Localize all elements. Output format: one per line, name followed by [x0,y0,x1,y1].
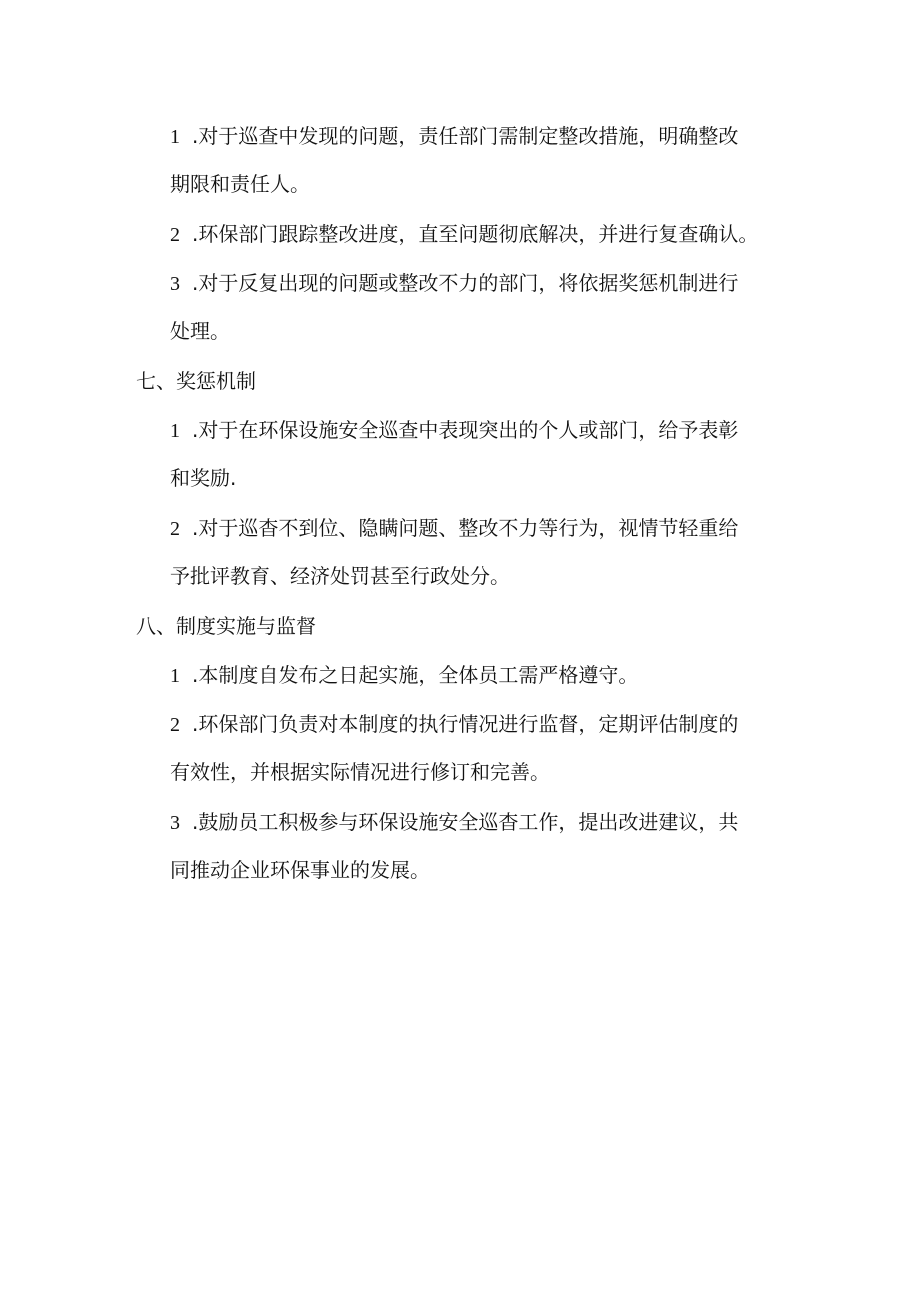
s6-item2-number: 2 [170,224,180,246]
s7-item2-text: .对于巡杳不到位、隐瞒问题、整改不力等行为，视情节轻重给 [192,516,739,540]
s7-item2-line1 [170,504,738,553]
s8-item2-line1 [170,700,738,749]
s7-item1-text: .对于在环保设施安全巡查中表现突出的个人或部门，给予表彰 [192,418,739,442]
s8-item3-text: .鼓励员工积极参与环保设施安全巡杳工作，提出改进建议，共 [192,810,739,834]
section7-heading: 七、奖惩机制 [136,369,256,393]
s6-item2-line1 [170,210,758,259]
s8-item1-number: 1 [170,665,180,687]
s6-item1-line2: 期限和责任人。 [170,172,310,196]
s8-item3-line2: 同推动企业环保事业的发展。 [170,858,430,882]
s7-item2-number: 2 [170,518,180,540]
s8-item3-number: 3 [170,812,180,834]
s8-item2-number: 2 [170,714,180,736]
s6-item3-text: .对于反复出现的问题或整改不力的部门，将依据奖惩机制进行 [192,271,739,295]
s6-item1-line1 [170,112,738,161]
section8-heading: 八、制度实施与监督 [136,614,316,638]
s7-item2-line2: 予批评教育、经济处罚甚至行政处分。 [170,564,510,588]
s6-item1-text: .对于巡查中发现的问题，责任部门需制定整改措施，明确整改 [192,124,739,148]
s6-item3-line2: 处理。 [170,319,230,343]
s7-item1-number: 1 [170,420,180,442]
s6-item3-line1 [170,259,738,308]
s7-item1-line2: 和奖励. [170,466,237,490]
s8-item2-text: .环保部门负责对本制度的执行情况进行监督，定期评估制度的 [192,712,739,736]
s8-item1-line1 [170,651,638,700]
s8-item2-line2: 有效性，并根据实际情况进行修订和完善。 [170,760,550,784]
s8-item3-line1 [170,798,738,847]
s6-item2-text: .环保部门跟踪整改进度，直至问题彻底解决，并进行复查确认。 [192,222,759,246]
s8-item1-text: .本制度自发布之日起实施，全体员工需严格遵守。 [192,663,639,687]
s7-item1-line1 [170,406,738,455]
s6-item1-number: 1 [170,126,180,148]
s6-item3-number: 3 [170,273,180,295]
